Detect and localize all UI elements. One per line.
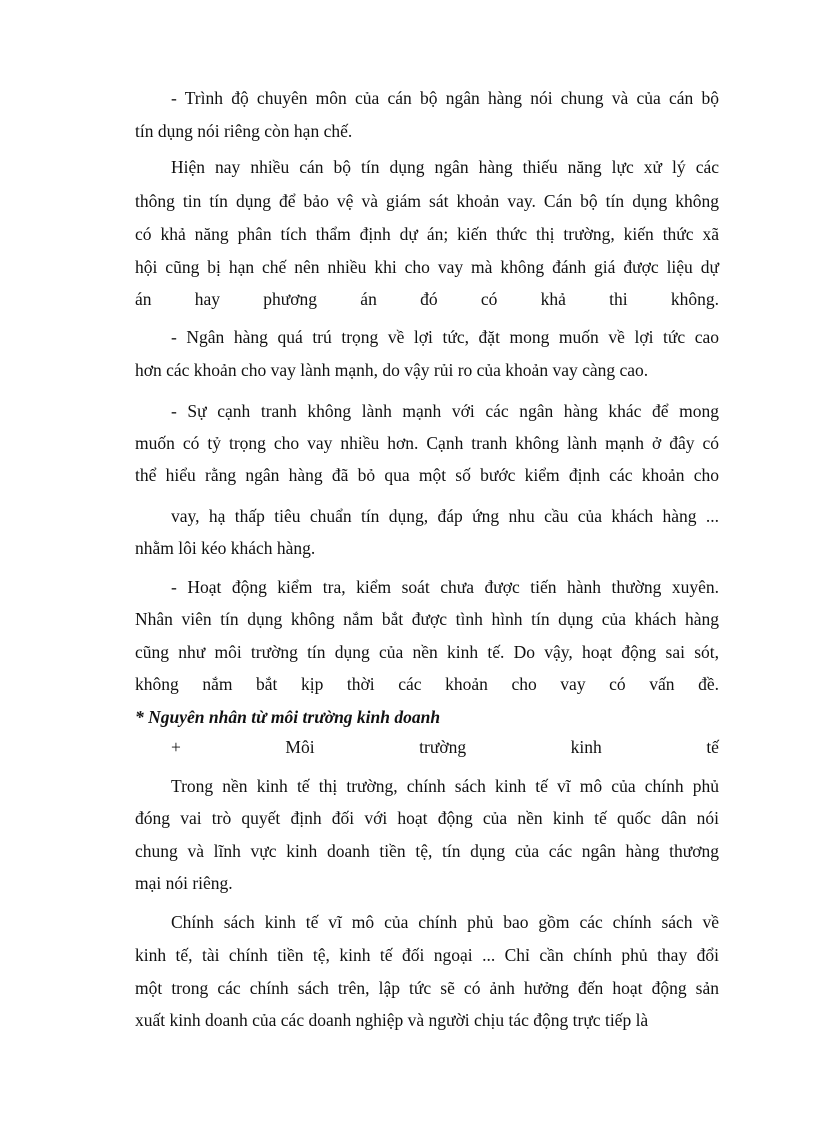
text-line: thể hiểu rằng ngân hàng đã bỏ qua một số bước kiểm định các khoản cho xyxy=(135,465,719,485)
sub-heading-word: + xyxy=(171,737,181,757)
text-line: xuất kinh doanh của các doanh nghiệp và người chịu tác động trực tiếp là xyxy=(135,1010,649,1030)
text-line: Chính sách kinh tế vĩ mô của chính phủ bao gồm các chính sách về xyxy=(171,912,719,932)
sub-heading-word: tế xyxy=(706,737,719,757)
text-line: không nắm bắt kịp thời các khoản cho vay có vấn đề. xyxy=(135,674,719,694)
section-heading: * Nguyên nhân từ môi trường kinh doanh xyxy=(135,707,441,727)
text-line: hơn các khoản cho vay lành mạnh, do vậy rủi ro của khoản vay càng cao. xyxy=(135,360,649,380)
text-line: đóng vai trò quyết định đối với hoạt động của nền kinh tế quốc dân nói xyxy=(135,808,719,828)
text-line: vay, hạ thấp tiêu chuẩn tín dụng, đáp ứng nhu cầu của khách hàng ... xyxy=(171,506,719,526)
text-line: một trong các chính sách trên, lập tức sẽ có ảnh hưởng đến hoạt động sản xyxy=(135,978,719,998)
text-line: - Ngân hàng quá trú trọng về lợi tức, đặt mong muốn về lợi tức cao xyxy=(171,327,719,347)
text-line: kinh tế, tài chính tiền tệ, kinh tế đối ngoại ... Chỉ cần chính phủ thay đổi xyxy=(135,945,719,965)
text-line: mại nói riêng. xyxy=(135,873,233,893)
sub-heading-word: Môi xyxy=(285,737,315,757)
text-line: muốn có tỷ trọng cho vay nhiều hơn. Cạnh tranh không lành mạnh ở đây có xyxy=(135,433,719,453)
text-line: cũng như môi trường tín dụng của nền kinh tế. Do vậy, hoạt động sai sót, xyxy=(135,642,719,662)
text-line: nhằm lôi kéo khách hàng. xyxy=(135,538,316,558)
text-line: có khả năng phân tích thẩm định dự án; kiến thức thị trường, kiến thức xã xyxy=(135,224,719,244)
sub-heading-word: kinh xyxy=(570,737,602,757)
text-line: - Trình độ chuyên môn của cán bộ ngân hàng nói chung và của cán bộ xyxy=(171,88,719,108)
text-line: - Hoạt động kiểm tra, kiểm soát chưa được tiến hành thường xuyên. xyxy=(171,577,719,597)
text-line: án hay phương án đó có khả thi không. xyxy=(135,289,719,309)
text-line: hội cũng bị hạn chế nên nhiều khi cho vay mà không đánh giá được liệu dự xyxy=(135,257,719,277)
text-line: Trong nền kinh tế thị trường, chính sách kinh tế vĩ mô của chính phủ xyxy=(171,776,719,796)
sub-heading-row xyxy=(171,735,719,759)
text-line: chung và lĩnh vực kinh doanh tiền tệ, tín dụng của các ngân hàng thương xyxy=(135,841,719,861)
sub-heading-word: trường xyxy=(419,737,467,757)
text-line: thông tin tín dụng để bảo vệ và giám sát khoản vay. Cán bộ tín dụng không xyxy=(135,191,719,211)
text-line: tín dụng nói riêng còn hạn chế. xyxy=(135,121,353,141)
text-line: - Sự cạnh tranh không lành mạnh với các ngân hàng khác để mong xyxy=(171,401,719,421)
text-line: Nhân viên tín dụng không nắm bắt được tình hình tín dụng của khách hàng xyxy=(135,609,719,629)
text-line: Hiện nay nhiều cán bộ tín dụng ngân hàng thiếu năng lực xử lý các xyxy=(171,157,719,177)
